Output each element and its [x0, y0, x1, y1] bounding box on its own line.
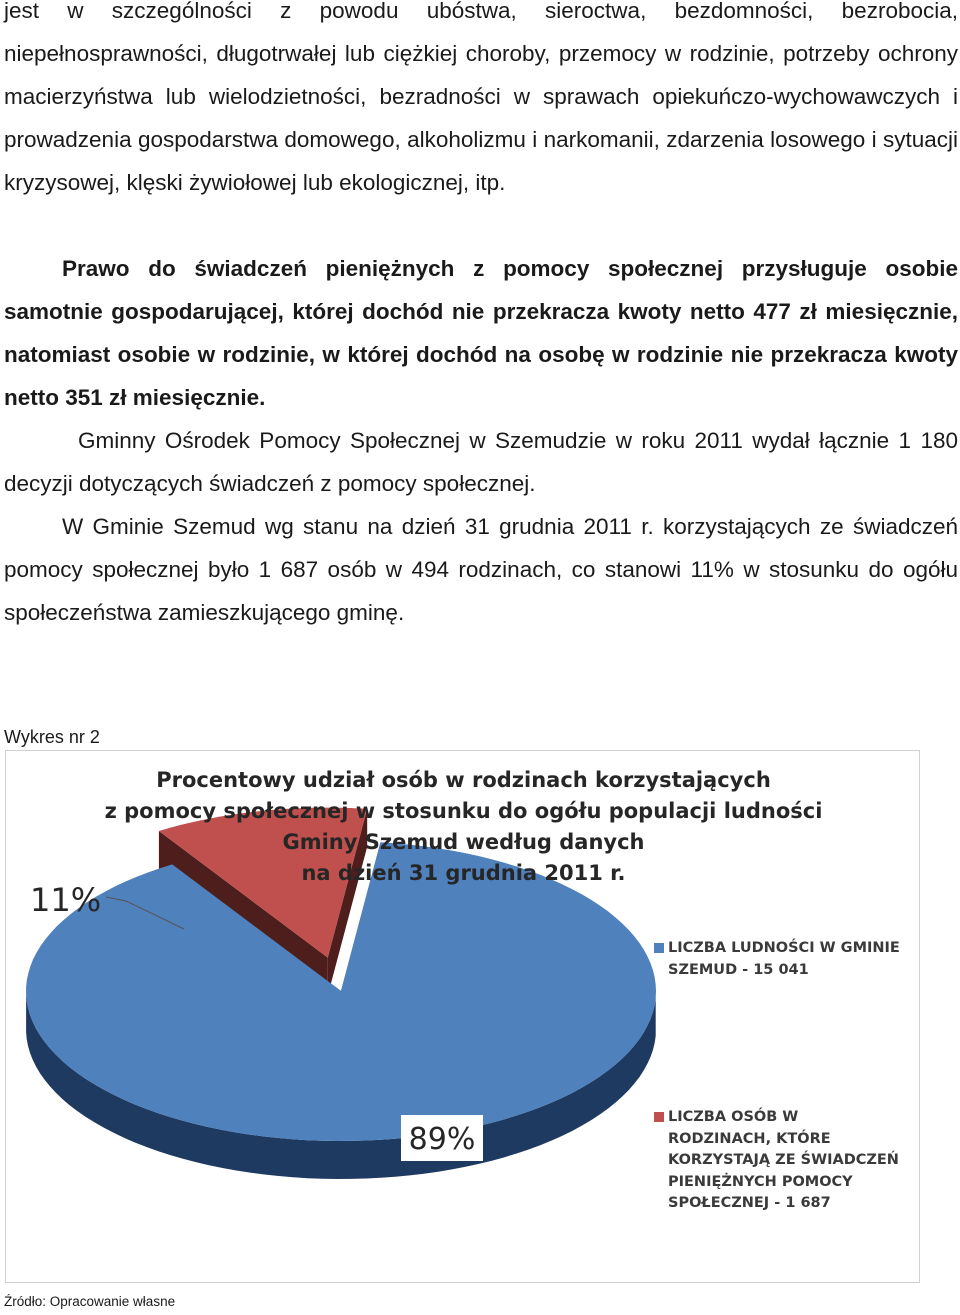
- legend-swatch-red: [654, 1112, 664, 1122]
- data-label-89: [401, 1115, 483, 1161]
- chart-title-line-1: Procentowy udział osób w rodzinach korzystających: [156, 768, 771, 792]
- legend-item-beneficiaries: [654, 1107, 916, 1215]
- legend-line: SZEMUD - 15 041: [668, 961, 809, 978]
- data-label-text: 89%: [408, 1122, 476, 1157]
- legend-line: PIENIĘŻNYCH POMOCY: [668, 1173, 853, 1190]
- data-label-11: 11%: [30, 881, 102, 919]
- paragraph-3: Gminny Ośrodek Pomocy Społecznej w Szemudzie w roku 2011 wydał łącznie 1 180 decyzji dotyczących świadczeń z pomocy społecznej.: [4, 428, 958, 496]
- chart-title-line-3: Gminy Szemud według danych: [282, 830, 645, 854]
- source-note: Źródło: Opracowanie własne: [4, 1294, 176, 1309]
- chart-title-line-4: na dzień 31 grudnia 2011 r.: [301, 861, 626, 885]
- figure-caption: Wykres nr 2: [4, 727, 100, 747]
- paragraph-gap: [4, 204, 958, 247]
- legend-line: SPOŁECZNEJ - 1 687: [668, 1195, 831, 1211]
- legend-line: LICZBA LUDNOŚCI W GMINIE: [668, 940, 900, 956]
- legend-line: LICZBA OSÓB W: [668, 1109, 799, 1125]
- document-body: [4, 0, 958, 634]
- pie-chart: [5, 750, 920, 1283]
- paragraph-1: jest w szczególności z powodu ubóstwa, sieroctwa, bezdomności, bezrobocia, niepełnosprawności, długotrwałej lub ciężkiej choroby, przemocy w rodzinie, potrzeby ochrony macierzyństwa lub wielodzietności, bezradności w sprawach opiekuńczo-wychowawczych i prowadzenia gospodarstwa domowego, alkoholizmu i narkomanii, zdarzenia losowego i sytuacji kryzysowej, klęski żywiołowej lub ekologicznej, itp.: [4, 0, 958, 195]
- chart-title-line-2: z pomocy społecznej w stosunku do ogółu populacji ludności: [104, 799, 823, 823]
- chart-title: [6, 765, 921, 889]
- paragraph-4: W Gminie Szemud wg stanu na dzień 31 grudnia 2011 r. korzystających ze świadczeń pomocy społecznej było 1 687 osób w 494 rodzinach, co stanowi 11% w stosunku do ogółu społeczeństwa zamieszkującego gminę.: [4, 514, 958, 625]
- legend-item-population: [654, 938, 916, 981]
- legend-line: RODZINACH, KTÓRE: [668, 1130, 831, 1147]
- legend-swatch-blue: [654, 943, 664, 953]
- paragraph-2: Prawo do świadczeń pieniężnych z pomocy społecznej przysługuje osobie samotnie gospodarującej, której dochód nie przekracza kwoty netto 477 zł miesięcznie, natomiast osobie w rodzinie, w której dochód na osobę w rodzinie nie przekracza kwoty netto 351 zł miesięcznie.: [4, 256, 958, 410]
- legend-line: KORZYSTAJĄ ZE ŚWIADCZEŃ: [668, 1152, 899, 1168]
